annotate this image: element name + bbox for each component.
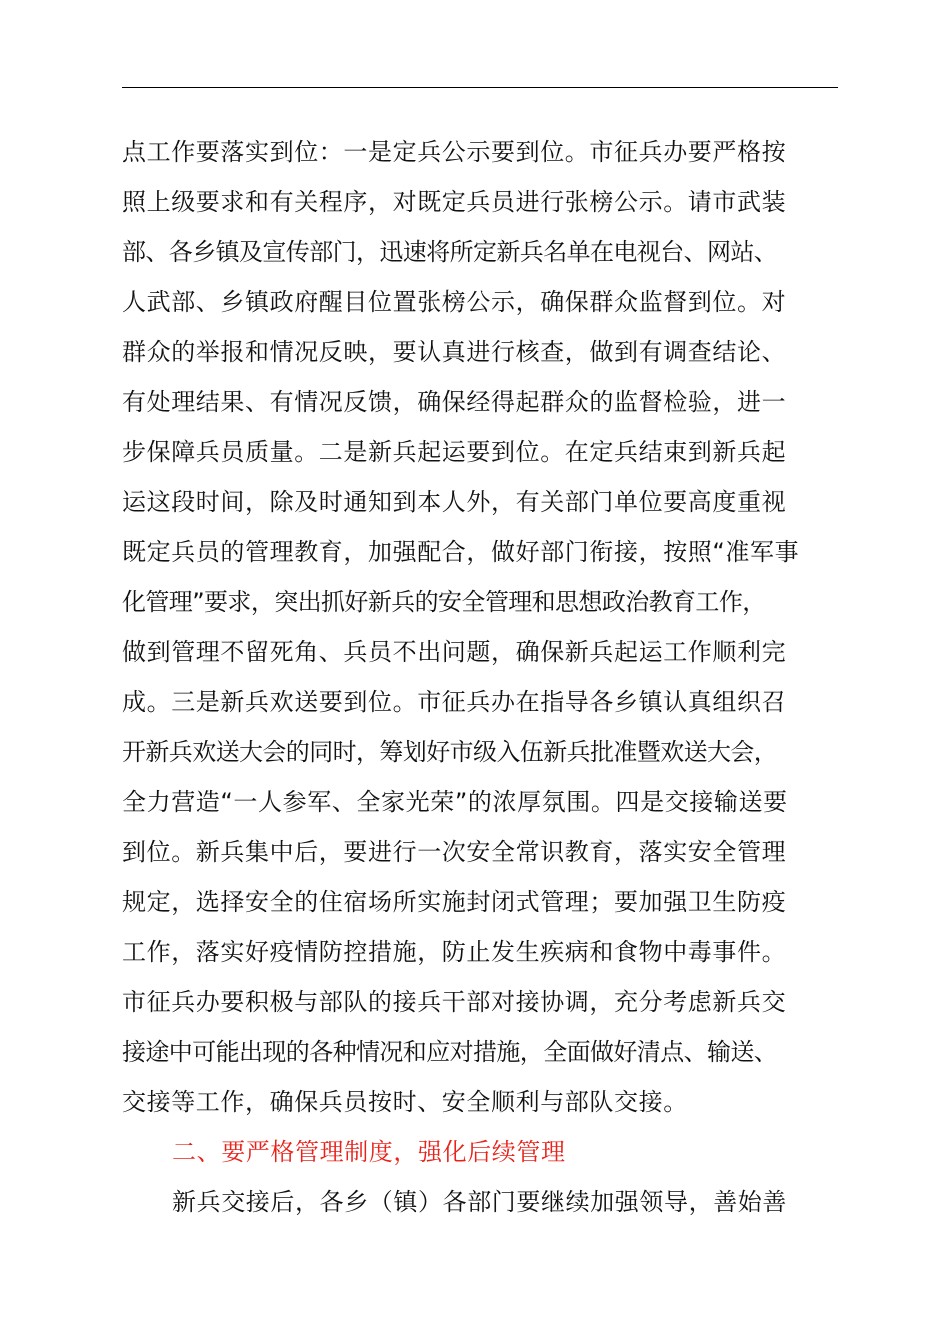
paragraph-line: 做到管理不留死角、兵员不出问题，确保新兵起运工作顺利完: [122, 638, 787, 666]
paragraph-line: 照上级要求和有关程序，对既定兵员进行张榜公示。请市武装: [122, 188, 787, 216]
paragraph-line: 开新兵欢送大会的同时，筹划好市级入伍新兵批准暨欢送大会，: [122, 738, 778, 766]
paragraph-line: 接途中可能出现的各种情况和应对措施，全面做好清点、输送、: [122, 1038, 778, 1066]
header-rule: [122, 87, 838, 88]
paragraph-line: 全力营造“一人参军、全家光荣”的浓厚氛围。四是交接输送要: [122, 788, 788, 816]
paragraph-line: 点工作要落实到位：一是定兵公示要到位。市征兵办要严格按: [122, 138, 787, 166]
paragraph-line: 部、各乡镇及宣传部门，迅速将所定新兵名单在电视台、网站、: [122, 238, 778, 266]
paragraph-line: 新兵交接后，各乡（镇）各部门要继续加强领导，善始善: [172, 1188, 787, 1216]
paragraph-line: 规定，选择安全的住宿场所实施封闭式管理；要加强卫生防疫: [122, 888, 787, 916]
paragraph-line: 有处理结果、有情况反馈，确保经得起群众的监督检验，进一: [122, 388, 787, 416]
paragraph-line: 运这段时间，除及时通知到本人外，有关部门单位要高度重视: [122, 488, 787, 516]
paragraph-line: 市征兵办要积极与部队的接兵干部对接协调，充分考虑新兵交: [122, 988, 787, 1016]
paragraph-line: 步保障兵员质量。二是新兵起运要到位。在定兵结束到新兵起: [122, 438, 787, 466]
section-heading: 二、要严格管理制度，强化后续管理: [172, 1138, 566, 1166]
paragraph-line: 交接等工作，确保兵员按时、安全顺利与部队交接。: [122, 1088, 688, 1116]
paragraph-line: 化管理”要求，突出抓好新兵的安全管理和思想政治教育工作，: [122, 588, 766, 616]
paragraph-line: 成。三是新兵欢送要到位。市征兵办在指导各乡镇认真组织召: [122, 688, 787, 716]
paragraph-line: 工作，落实好疫情防控措施，防止发生疾病和食物中毒事件。: [122, 938, 787, 966]
body-text: [122, 127, 842, 1227]
paragraph-line: 既定兵员的管理教育，加强配合，做好部门衔接，按照“准军事: [122, 538, 800, 566]
paragraph-line: 群众的举报和情况反映，要认真进行核查，做到有调查结论、: [122, 338, 787, 366]
paragraph-line: 到位。新兵集中后，要进行一次安全常识教育，落实安全管理: [122, 838, 787, 866]
paragraph-line: 人武部、乡镇政府醒目位置张榜公示，确保群众监督到位。对: [122, 288, 787, 316]
